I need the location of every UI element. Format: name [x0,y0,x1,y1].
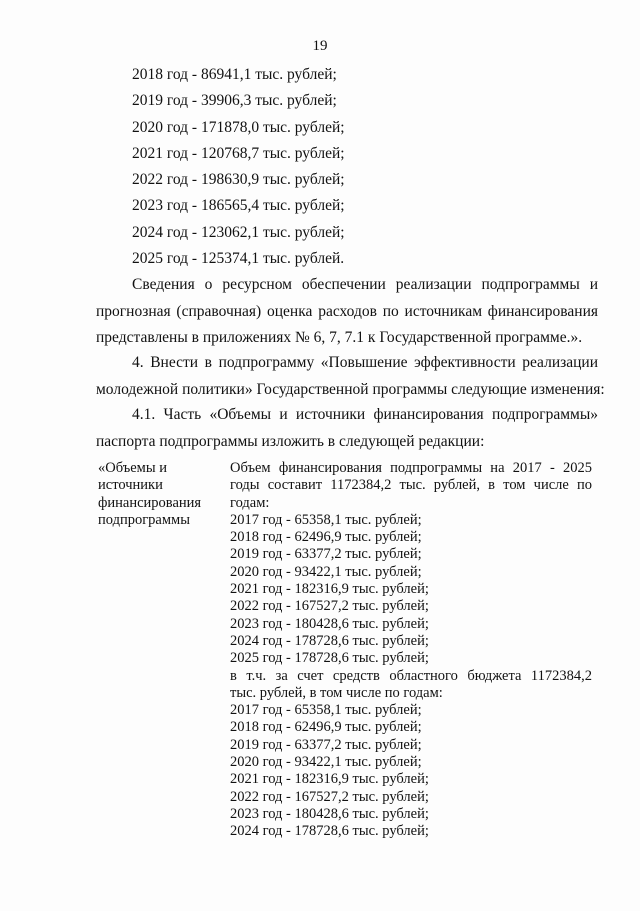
passport-label-line: «Объемы и [98,460,167,476]
funding-year-item: 2025 год - 125374,1 тыс. рублей. [132,250,345,268]
passport-label-cell [98,460,223,529]
passport-label-line: финансирования [98,494,202,511]
passport-regional-year-item: 2024 год - 178728,6 тыс. рублей; [230,823,429,840]
passport-year-item: 2018 год - 62496,9 тыс. рублей; [230,529,422,546]
passport-regional-year-item: 2021 год - 182316,9 тыс. рублей; [230,771,429,788]
passport-year-item: 2022 год - 167527,2 тыс. рублей; [230,598,429,615]
passport-year-item: 2017 год - 65358,1 тыс. рублей; [230,511,422,528]
passport-regional-year-item: 2017 год - 65358,1 тыс. рублей; [230,702,422,719]
passport-regional-line: в т.ч. за счет средств областного бюджета 1172384,2 [230,667,592,684]
funding-year-item: 2019 год - 39906,3 тыс. рублей; [132,92,337,110]
passport-regional-year-item: 2023 год - 180428,6 тыс. рублей; [230,805,429,822]
funding-years-list [132,62,345,272]
funding-year-item: 2021 год - 120768,7 тыс. рублей; [132,144,345,162]
item-4-1-paragraph [96,402,598,455]
funding-year-item: 2023 год - 186565,4 тыс. рублей; [132,197,345,215]
passport-intro-line: годам: [230,494,270,511]
passport-label-line: подпрограммы [98,511,190,528]
passport-intro-line: Объем финансирования подпрограммы на 2017 - 2025 [230,460,592,476]
item-4-paragraph [96,350,605,403]
resources-paragraph [96,272,598,352]
paragraph-line: паспорта подпрограммы изложить в следующей редакции: [96,432,485,450]
passport-year-item: 2020 год - 93422,1 тыс. рублей; [230,563,422,580]
passport-year-item: 2021 год - 182316,9 тыс. рублей; [230,581,429,598]
paragraph-line: прогнозная (справочная) оценка расходов по источникам финансирования [96,302,598,320]
passport-regional-year-item: 2022 год - 167527,2 тыс. рублей; [230,788,429,805]
passport-year-item: 2024 год - 178728,6 тыс. рублей; [230,632,429,649]
passport-regional-year-item: 2020 год - 93422,1 тыс. рублей; [230,754,422,771]
funding-year-item: 2020 год - 171878,0 тыс. рублей; [132,118,345,136]
passport-intro-line: годы составит 1172384,2 тыс. рублей, в том числе по [230,477,592,494]
funding-year-item: 2024 год - 123062,1 тыс. рублей; [132,223,345,241]
paragraph-line: 4. Внести в подпрограмму «Повышение эффективности реализации [132,354,598,371]
passport-value-cell [230,460,592,841]
passport-label-line: источники [98,477,163,494]
passport-year-item: 2019 год - 63377,2 тыс. рублей; [230,546,422,563]
paragraph-line: представлены в приложениях № 6, 7, 7.1 к Государственной программе.». [96,329,583,346]
passport-year-item: 2025 год - 178728,6 тыс. рублей; [230,650,429,667]
passport-regional-line: тыс. рублей, в том числе по годам: [230,684,443,701]
paragraph-line: Сведения о ресурсном обеспечении реализации подпрограммы и [132,276,598,293]
passport-regional-year-item: 2019 год - 63377,2 тыс. рублей; [230,736,422,753]
passport-regional-year-item: 2018 год - 62496,9 тыс. рублей; [230,719,422,736]
paragraph-line: 4.1. Часть «Объемы и источники финансирования подпрограммы» [132,406,598,423]
page-number: 19 [312,38,328,54]
paragraph-line: молодежной политики» Государственной программы следующие изменения: [96,380,605,398]
funding-year-item: 2018 год - 86941,1 тыс. рублей; [132,66,337,83]
funding-year-item: 2022 год - 198630,9 тыс. рублей; [132,171,345,189]
passport-year-item: 2023 год - 180428,6 тыс. рублей; [230,615,429,632]
